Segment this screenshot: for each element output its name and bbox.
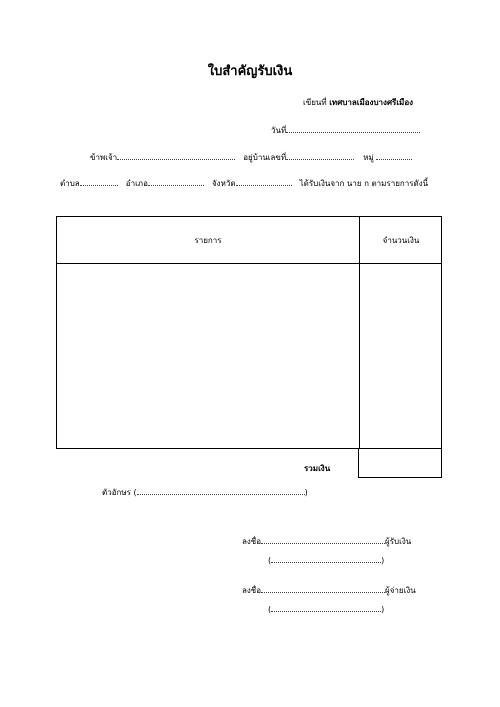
amount-in-words-close: ) [304,488,308,497]
written-at-row [303,98,413,108]
payer-sign-field[interactable] [261,584,385,593]
items-table [56,216,442,449]
amount-in-words-row [102,486,308,498]
province-label: จังหวัด [211,179,236,188]
payer-name-row [268,603,384,615]
payer-sign-row [242,584,416,596]
col-header-item: รายการ [194,236,222,245]
payer-name-field[interactable] [271,603,381,612]
receiver-close-paren: ) [381,556,385,565]
payer-sign-label: ลงชื่อ [242,586,262,595]
village-label: หมู่ [363,153,374,162]
payer-open-paren: ( [268,605,272,614]
date-label: วันที่ [271,126,287,135]
subdistrict-field[interactable] [80,177,118,186]
items-area[interactable] [57,264,358,448]
receiver-sign-row [242,535,411,547]
subdistrict-label: ตำบล [60,179,80,188]
receiver-name-row [268,554,384,566]
written-at-label: เขียนที่ [303,98,327,107]
payer-close-paren: ) [381,605,385,614]
amount-in-words-field[interactable] [137,486,305,495]
total-label: รวมเงิน [304,464,331,473]
amount-in-words-label: ตัวอักษร ( [102,488,137,497]
document-title: ใบสำคัญรับเงิน [207,64,293,79]
district-field[interactable] [148,177,204,186]
receiver-name-field[interactable] [271,554,381,563]
name-row [90,151,412,163]
receiver-role: ผู้รับเงิน [385,537,412,546]
house-no-label: อยู่บ้านเลขที่ [243,153,287,162]
name-field[interactable] [117,151,235,160]
district-label: อำเภอ [125,179,148,188]
received-from-text: ได้รับเงินจาก นาย ก ตามรายการดังนี้ [299,179,429,188]
date-field[interactable] [286,124,420,133]
address-row [60,177,428,189]
receiver-sign-field[interactable] [261,535,385,544]
province-field[interactable] [236,177,292,186]
amounts-area[interactable] [360,264,442,448]
house-no-field[interactable] [286,151,354,160]
date-row [271,124,420,136]
receiver-open-paren: ( [268,556,272,565]
payer-role: ผู้จ่ายเงิน [385,586,416,595]
total-amount-field[interactable] [358,449,442,478]
receiver-sign-label: ลงชื่อ [242,537,262,546]
village-field[interactable] [376,151,412,160]
written-at-value: เทศบาลเมืองบางศรีเมือง [329,98,414,107]
col-header-amount: จำนวนเงิน [382,236,420,245]
name-label: ข้าพเจ้า [90,153,118,162]
